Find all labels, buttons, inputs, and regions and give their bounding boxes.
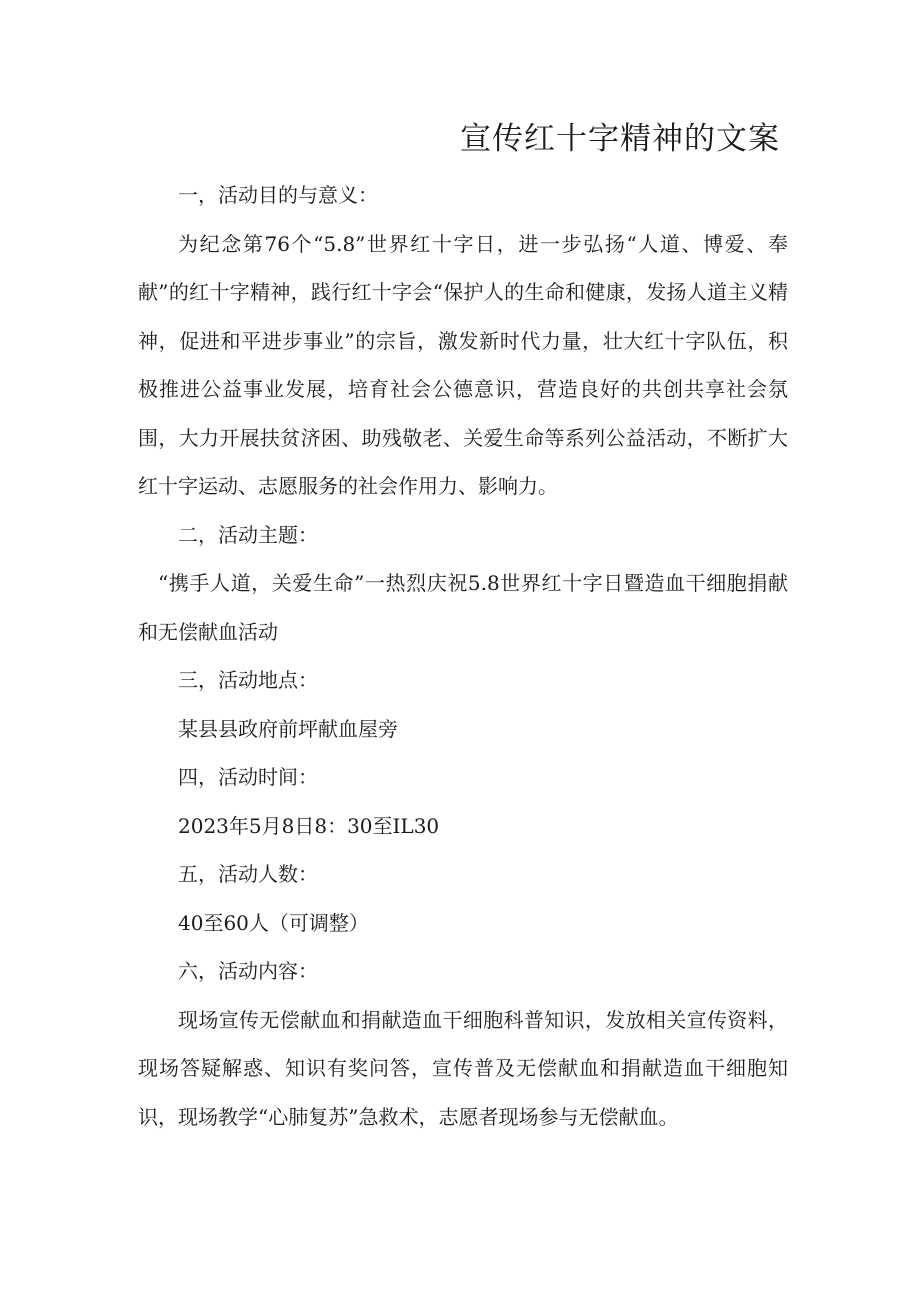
section-heading-purpose: 一，活动目的与意义： (178, 183, 378, 207)
section-heading-theme: 二，活动主题： (178, 522, 318, 547)
section-body-purpose: 为纪念第76个“5.8”世界红十字日，进一步弘扬“人道、博爱、奉献”的红十字精神，践行红十字会“保护人的生命和健康，发扬人道主义精神，促进和平进步事业”的宗旨，激发新时代力量，壮大红十字队伍，积极推进公益事业发展，培育社会公德意识，营造良好的共创共享社会氛围，大力开展扶贫济困、助残敬老、关爱生命等系列公益活动，不断扩大红十字运动、志愿服务的社会作用力、影响力。 (138, 231, 788, 498)
section-heading-location: 三，活动地点： (178, 668, 318, 692)
section-heading-time: 四，活动时间： (178, 765, 318, 789)
section-body-location: 某县县政府前坪献血屋旁 (178, 716, 398, 741)
document-body (138, 171, 788, 1141)
document-title: 宣传红十字精神的文案 (460, 121, 780, 157)
section-body-time: 2023年5月8日8：30至IL30 (178, 813, 440, 838)
section-body-content: 现场宣传无偿献血和捐献造血干细胞科普知识，发放相关宣传资料，现场答疑解惑、知识有奖问答，宣传普及无偿献血和捐献造血干细胞知识，现场教学“心肺复苏”急救术，志愿者现场参与无偿献血。 (138, 1007, 788, 1129)
section-heading-participants: 五，活动人数： (178, 862, 318, 886)
section-heading-content: 六，活动内容： (178, 959, 318, 983)
section-body-theme: “携手人道，关爱生命”一热烈庆祝5.8世界红十字日暨造血干细胞捐献和无偿献血活动 (138, 571, 788, 644)
section-body-participants: 40至60人（可调整） (178, 910, 369, 935)
